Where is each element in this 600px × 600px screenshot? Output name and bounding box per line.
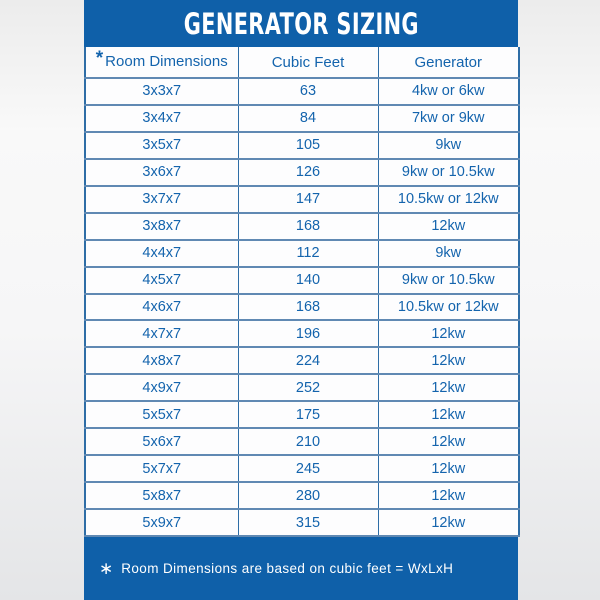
cubic-feet-cell: 112	[238, 240, 378, 267]
cubic-feet-cell: 315	[238, 509, 378, 536]
generator-cell: 12kw	[378, 428, 519, 455]
room-dimensions-cell: 3x3x7	[85, 78, 238, 105]
room-dimensions-cell: 3x4x7	[85, 105, 238, 132]
table-row	[85, 320, 519, 347]
room-dimensions-cell: 4x6x7	[85, 294, 238, 321]
room-dimensions-cell: 4x9x7	[85, 374, 238, 401]
cubic-feet-cell: 280	[238, 482, 378, 509]
table-row	[85, 455, 519, 482]
table-row	[85, 78, 519, 105]
table-body	[85, 78, 519, 536]
table-row	[85, 240, 519, 267]
generator-cell: 4kw or 6kw	[378, 78, 519, 105]
room-dimensions-cell: 5x6x7	[85, 428, 238, 455]
room-dimensions-cell: 5x9x7	[85, 509, 238, 536]
cubic-feet-cell: 224	[238, 347, 378, 374]
generator-cell: 12kw	[378, 455, 519, 482]
cubic-feet-cell: 147	[238, 186, 378, 213]
cubic-feet-cell: 196	[238, 320, 378, 347]
room-dimensions-cell: 3x6x7	[85, 159, 238, 186]
cubic-feet-cell: 210	[238, 428, 378, 455]
table-row	[85, 509, 519, 536]
generator-cell: 7kw or 9kw	[378, 105, 519, 132]
generator-cell: 12kw	[378, 213, 519, 240]
generator-cell: 9kw	[378, 132, 519, 159]
table-row	[85, 401, 519, 428]
table-row	[85, 428, 519, 455]
generator-cell: 9kw or 10.5kw	[378, 159, 519, 186]
table-row	[85, 294, 519, 321]
table-row	[85, 132, 519, 159]
room-dimensions-cell: 3x8x7	[85, 213, 238, 240]
generator-cell: 12kw	[378, 401, 519, 428]
cubic-feet-cell: 84	[238, 105, 378, 132]
generator-cell: 10.5kw or 12kw	[378, 294, 519, 321]
generator-cell: 12kw	[378, 482, 519, 509]
generator-cell: 9kw	[378, 240, 519, 267]
table-row	[85, 267, 519, 294]
column-header-cubic-feet	[238, 47, 378, 78]
generator-cell: 12kw	[378, 509, 519, 536]
generator-sizing-table	[84, 47, 520, 537]
cubic-feet-cell: 168	[238, 294, 378, 321]
room-dimensions-cell: 4x4x7	[85, 240, 238, 267]
cubic-feet-cell: 126	[238, 159, 378, 186]
table-row	[85, 347, 519, 374]
footnote-text: Room Dimensions are based on cubic feet = WxLxH	[121, 561, 454, 576]
table-row	[85, 186, 519, 213]
table-row	[85, 213, 519, 240]
column-header-label: Cubic Feet	[271, 53, 345, 71]
poster-title: GENERATOR SIZING	[183, 6, 419, 41]
room-dimensions-cell: 5x7x7	[85, 455, 238, 482]
table-header-row	[85, 47, 519, 78]
cubic-feet-cell: 140	[238, 267, 378, 294]
footnote-asterisk-icon: ∗	[99, 559, 114, 578]
table-row	[85, 374, 519, 401]
generator-cell: 12kw	[378, 320, 519, 347]
table-row	[85, 482, 519, 509]
column-header-label: Generator	[414, 53, 483, 71]
room-dimensions-cell: 4x5x7	[85, 267, 238, 294]
room-dimensions-cell: 4x8x7	[85, 347, 238, 374]
generator-cell: 10.5kw or 12kw	[378, 186, 519, 213]
cubic-feet-cell: 245	[238, 455, 378, 482]
cubic-feet-cell: 168	[238, 213, 378, 240]
room-dimensions-cell: 3x7x7	[85, 186, 238, 213]
column-header-generator	[378, 47, 519, 78]
room-dimensions-cell: 5x8x7	[85, 482, 238, 509]
room-dimensions-cell: 3x5x7	[85, 132, 238, 159]
poster-banner	[84, 0, 518, 47]
generator-cell: 12kw	[378, 374, 519, 401]
generator-cell: 9kw or 10.5kw	[378, 267, 519, 294]
footnote-asterisk-icon: *	[95, 48, 104, 69]
cubic-feet-cell: 105	[238, 132, 378, 159]
generator-cell: 12kw	[378, 347, 519, 374]
cubic-feet-cell: 252	[238, 374, 378, 401]
table-row	[85, 105, 519, 132]
cubic-feet-cell: 175	[238, 401, 378, 428]
column-header-room-dimensions	[85, 47, 238, 78]
column-header-label: Room Dimensions	[105, 53, 228, 70]
table-row	[85, 159, 519, 186]
cubic-feet-cell: 63	[238, 78, 378, 105]
room-dimensions-cell: 5x5x7	[85, 401, 238, 428]
poster-footnote	[84, 537, 518, 600]
generator-sizing-poster	[84, 0, 518, 600]
room-dimensions-cell: 4x7x7	[85, 320, 238, 347]
